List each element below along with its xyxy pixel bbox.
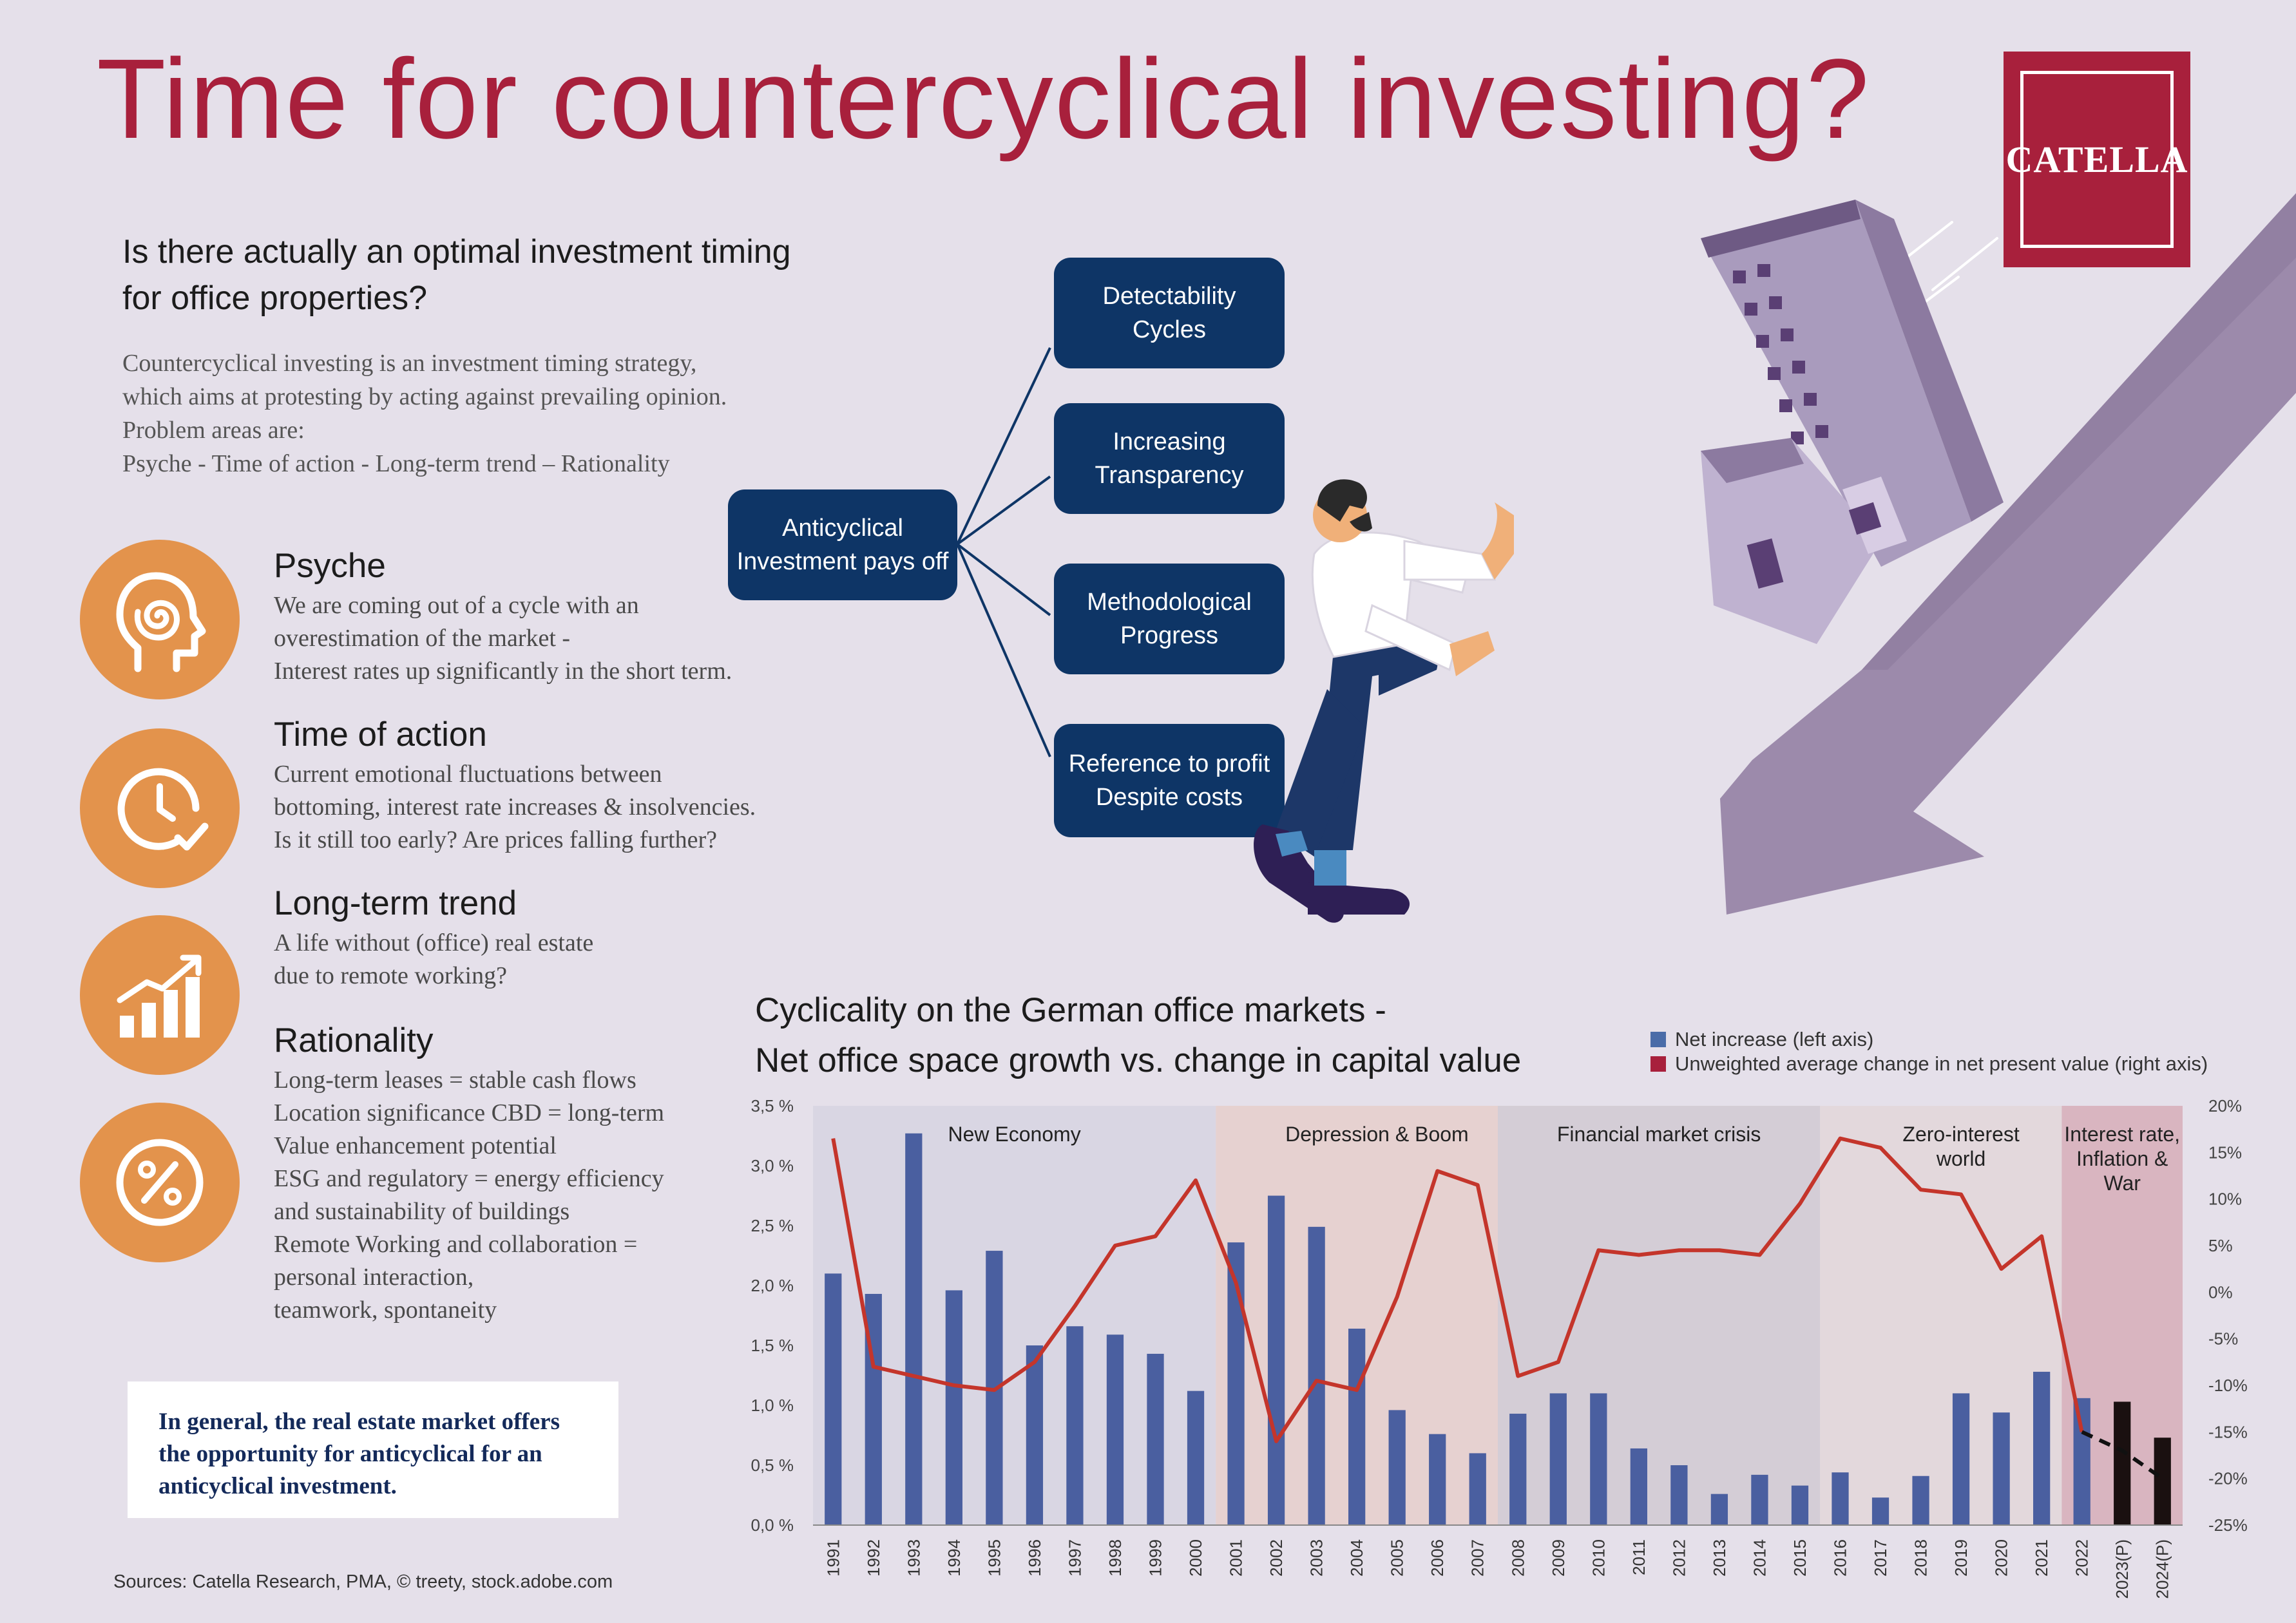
phase-bands [813,1106,2183,1525]
flow-box-line: Despite costs [1095,784,1243,811]
left-tick-label: 0,0 % [751,1515,794,1535]
right-tick-label: 15% [2208,1143,2243,1163]
left-tick-label: 3,0 % [751,1156,794,1175]
bar [2074,1398,2090,1525]
intro-line: which aims at protesting by acting against prevailing opinion. [122,383,727,410]
right-tick-label: 5% [2208,1236,2233,1255]
phase-label: Financial market crisis [1556,1123,1761,1146]
factor-line: personal interaction, [274,1264,474,1291]
bar [1953,1393,1969,1525]
x-tick-label: 2023(P) [2112,1539,2132,1599]
factor-line: bottoming, interest rate increases & insolvencies. [274,793,756,821]
bar [1912,1476,1929,1525]
x-tick-label: 2002 [1267,1539,1287,1577]
x-tick-label: 2020 [1991,1539,2011,1577]
bar [2154,1438,2171,1525]
x-tick-label: 1997 [1065,1539,1085,1577]
bar [1751,1475,1768,1525]
phase-label: Interest rate, Inflation & War [2064,1123,2181,1195]
chart-title-line: Net office space growth vs. change in capital value [755,1041,1522,1079]
bar [1107,1334,1124,1525]
factor-title-rationality: Rationality [274,1021,434,1059]
x-tick-label: 1991 [823,1539,843,1577]
right-tick-label: 20% [2208,1096,2243,1115]
x-tick-label: 2001 [1226,1539,1246,1577]
bar [1792,1486,1808,1525]
bar [1147,1354,1163,1525]
factor-line: Location significance CBD = long-term [274,1099,665,1126]
bar [1389,1410,1406,1525]
bar [1429,1434,1446,1525]
x-tick-label: 2005 [1387,1539,1407,1577]
x-tick-label: 1993 [904,1539,924,1577]
flow-box-line: Reference to profit [1068,750,1270,777]
phase-band [1216,1106,1538,1525]
flow-box-line: Progress [1120,622,1219,649]
bar [1993,1412,2009,1525]
bar [1832,1472,1848,1525]
flow-box-line: Detectability [1102,283,1236,310]
x-tick-label: 1992 [863,1539,883,1577]
bar [1026,1345,1043,1525]
x-tick-label: 1998 [1105,1539,1125,1577]
logo-text: CATELLA [2005,138,2188,180]
bar [1348,1329,1365,1525]
left-tick-label: 1,5 % [751,1336,794,1355]
bar [825,1273,841,1525]
factor-line: Long-term leases = stable cash flows [274,1067,636,1094]
bar [2033,1372,2050,1525]
x-tick-label: 2006 [1428,1539,1448,1577]
bar [1066,1326,1083,1525]
factor-title-psyche: Psyche [274,547,386,585]
x-tick-label: 2019 [1951,1539,1971,1577]
right-tick-label: 10% [2208,1189,2243,1209]
x-tick-label: 2014 [1750,1539,1770,1577]
sources-note: Sources: Catella Research, PMA, © treety, stock.adobe.com [113,1571,613,1592]
flow-root-line: Investment pays off [736,548,949,575]
x-tick-label: 2010 [1589,1539,1609,1577]
left-tick-label: 1,0 % [751,1396,794,1415]
x-tick-label: 2004 [1347,1539,1367,1577]
x-tick-label: 2011 [1629,1539,1649,1575]
intro-heading: Is there actually an optimal investment timing for office properties? [122,233,791,317]
x-tick-label: 1995 [984,1539,1004,1577]
phase-label: New Economy [948,1123,1081,1146]
factor-line: Remote Working and collaboration = [274,1231,638,1258]
factor-line: Interest rates up significantly in the short term. [274,658,732,685]
x-tick-label: 2000 [1186,1539,1206,1577]
x-tick-label: 2016 [1830,1539,1850,1577]
x-tick-label: 2021 [2032,1539,2052,1577]
x-tick-label: 2009 [1548,1539,1568,1577]
intro-line: Problem areas are: [122,417,305,444]
left-tick-label: 2,0 % [751,1276,794,1295]
right-tick-label: -5% [2208,1329,2239,1349]
bar [1509,1414,1526,1525]
bar [1711,1494,1728,1525]
x-tick-label: 2012 [1669,1539,1689,1577]
chart-title-line: Cyclicality on the German office markets - [755,991,1386,1029]
x-tick-label: 2003 [1306,1539,1326,1577]
factor-line: and sustainability of buildings [274,1198,570,1225]
factor-line: teamwork, spontaneity [274,1296,497,1324]
x-tick-label: 2022 [2072,1539,2092,1577]
phase-label: Zero-interest world [1902,1123,2020,1170]
legend-label: Net increase (left axis) [1675,1028,1874,1050]
intro-line: Psyche - Time of action - Long-term trend – Rationality [122,450,670,477]
x-tick-label: 2017 [1871,1539,1891,1577]
factor-line: ESG and regulatory = energy efficiency [274,1165,664,1192]
legend-label: Unweighted average change in net present value (right axis) [1675,1052,2208,1075]
bar [1631,1448,1647,1525]
phase-band [1498,1106,1820,1525]
left-tick-label: 2,5 % [751,1216,794,1235]
right-tick-label: -15% [2208,1422,2248,1442]
right-tick-label: -10% [2208,1376,2248,1395]
factor-line: A life without (office) real estate [274,929,594,956]
page-title: Time for countercyclical investing? [97,36,1871,162]
flow-box-line: Increasing [1113,428,1226,455]
factor-title-time-of-action: Time of action [274,716,487,754]
x-tick-label: 1996 [1024,1539,1044,1577]
factor-line: Current emotional fluctuations between [274,761,662,788]
right-tick-label: 0% [2208,1282,2233,1302]
bar [1670,1465,1687,1525]
bar [946,1290,962,1525]
phase-label: Depression & Boom [1285,1123,1469,1146]
bar [905,1134,922,1525]
flow-box-line: Methodological [1087,589,1252,616]
callout-text: In general, the real estate market offers the opportunity for anticyclical for an anticyclical investment. [158,1409,560,1499]
right-tick-label: -25% [2208,1515,2248,1535]
x-tick-label: 2015 [1790,1539,1810,1577]
factor-line: overestimation of the market - [274,625,571,652]
flow-root-line: Anticyclical [782,515,903,542]
x-tick-label: 1999 [1145,1539,1165,1577]
bar [1187,1391,1204,1525]
flow-box-line: Cycles [1132,316,1206,343]
x-tick-label: 2007 [1468,1539,1488,1577]
factor-line: Value enhancement potential [274,1132,557,1159]
x-tick-label: 2018 [1911,1539,1931,1577]
bar [1550,1393,1567,1525]
factor-title-long-term-trend: Long-term trend [274,884,517,922]
bar [1308,1227,1325,1525]
x-tick-label: 2013 [1709,1539,1729,1577]
bar [1469,1453,1486,1525]
factor-line: We are coming out of a cycle with an [274,592,639,619]
intro-line: Countercyclical investing is an investment timing strategy, [122,350,697,377]
x-tick-label: 2008 [1508,1539,1528,1577]
x-tick-label: 2024(P) [2152,1539,2172,1599]
x-tick-label: 1994 [944,1539,964,1577]
left-tick-label: 0,5 % [751,1456,794,1475]
bar [1268,1196,1285,1526]
right-tick-label: -20% [2208,1468,2248,1488]
factor-line: due to remote working? [274,962,507,989]
left-tick-label: 3,5 % [751,1096,794,1115]
bar [1872,1497,1889,1525]
flow-box-line: Transparency [1095,462,1244,489]
bar [2114,1401,2130,1525]
bar [1590,1393,1607,1525]
factor-line: Is it still too early? Are prices falling further? [274,826,717,853]
